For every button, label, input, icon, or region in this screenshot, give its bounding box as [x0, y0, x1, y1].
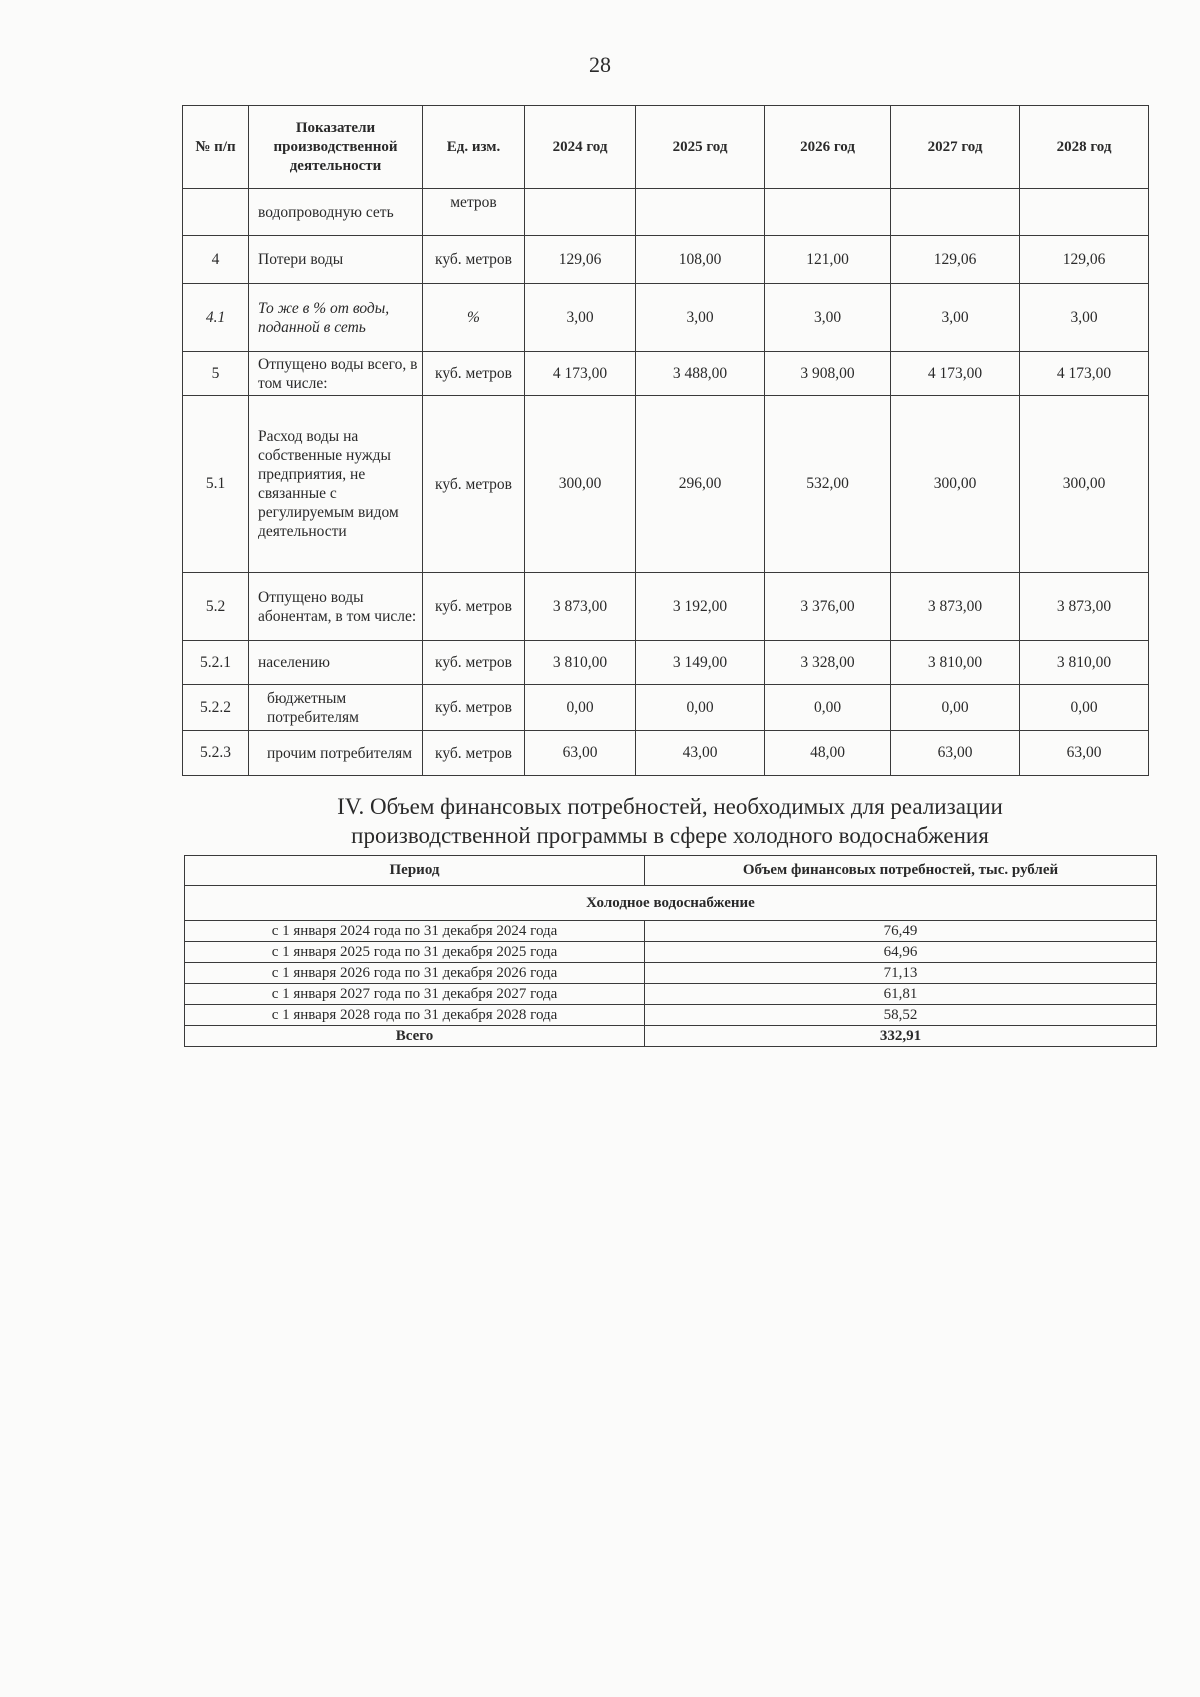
row-value-2028: 300,00	[1020, 396, 1149, 573]
period-cell: с 1 января 2028 года по 31 декабря 2028 года	[185, 1005, 645, 1026]
header-volume: Объем финансовых потребностей, тыс. рублей	[645, 856, 1157, 886]
row-value-2028: 3,00	[1020, 284, 1149, 352]
header-2025: 2025 год	[636, 106, 765, 189]
header-period: Период	[185, 856, 645, 886]
row-value-2024: 3,00	[525, 284, 636, 352]
period-cell: с 1 января 2026 года по 31 декабря 2026 года	[185, 963, 645, 984]
row-indicator: То же в % от воды, поданной в сеть	[249, 284, 423, 352]
row-value-2028: 63,00	[1020, 731, 1149, 776]
header-unit: Ед. изм.	[423, 106, 525, 189]
row-value-2025	[636, 189, 765, 236]
row-value-2024: 0,00	[525, 685, 636, 731]
subheader-cold-water: Холодное водоснабжение	[185, 886, 1157, 921]
row-value-2025: 3 488,00	[636, 352, 765, 396]
table-row	[183, 189, 1149, 236]
table-row	[185, 921, 1157, 942]
row-unit: куб. метров	[423, 641, 525, 685]
row-num: 5.2	[183, 573, 249, 641]
row-indicator: Отпущено воды абонентам, в том числе:	[249, 573, 423, 641]
row-num: 4	[183, 236, 249, 284]
row-unit: куб. метров	[423, 236, 525, 284]
row-value-2026: 532,00	[765, 396, 891, 573]
table-row	[183, 352, 1149, 396]
row-value-2026: 0,00	[765, 685, 891, 731]
section-title	[170, 792, 1170, 850]
row-value-2025: 3 192,00	[636, 573, 765, 641]
table-row	[183, 573, 1149, 641]
section-title-line1: IV. Объем финансовых потребностей, необходимых для реализации	[337, 794, 1003, 819]
row-indicator: водопроводную сеть	[249, 189, 423, 236]
row-value-2028: 3 873,00	[1020, 573, 1149, 641]
total-label: Всего	[185, 1026, 645, 1047]
table-row	[185, 942, 1157, 963]
row-value-2028	[1020, 189, 1149, 236]
row-unit: куб. метров	[423, 573, 525, 641]
value-cell: 64,96	[645, 942, 1157, 963]
row-num: 5.2.2	[183, 685, 249, 731]
row-num: 4.1	[183, 284, 249, 352]
table-row	[185, 963, 1157, 984]
row-value-2027: 3 810,00	[891, 641, 1020, 685]
header-2028: 2028 год	[1020, 106, 1149, 189]
row-unit: куб. метров	[423, 731, 525, 776]
table-row	[183, 236, 1149, 284]
header-2024: 2024 год	[525, 106, 636, 189]
row-unit: куб. метров	[423, 352, 525, 396]
table-row	[185, 1005, 1157, 1026]
row-unit: %	[423, 284, 525, 352]
fin-header-row	[185, 856, 1157, 886]
row-value-2027: 63,00	[891, 731, 1020, 776]
row-num: 5.2.1	[183, 641, 249, 685]
row-value-2026: 3 908,00	[765, 352, 891, 396]
header-num: № п/п	[183, 106, 249, 189]
row-value-2026: 3,00	[765, 284, 891, 352]
value-cell: 71,13	[645, 963, 1157, 984]
row-unit: куб. метров	[423, 396, 525, 573]
row-value-2024: 4 173,00	[525, 352, 636, 396]
row-value-2026: 48,00	[765, 731, 891, 776]
row-value-2025: 296,00	[636, 396, 765, 573]
value-cell: 58,52	[645, 1005, 1157, 1026]
row-indicator: населению	[249, 641, 423, 685]
table-row	[185, 984, 1157, 1005]
row-num: 5	[183, 352, 249, 396]
section-title-line2: производственной программы в сфере холодного водоснабжения	[351, 823, 989, 848]
row-value-2028: 3 810,00	[1020, 641, 1149, 685]
page-number: 28	[589, 52, 611, 77]
row-indicator: Отпущено воды всего, в том числе:	[249, 352, 423, 396]
period-cell: с 1 января 2027 года по 31 декабря 2027 года	[185, 984, 645, 1005]
row-value-2028: 129,06	[1020, 236, 1149, 284]
table-row	[183, 284, 1149, 352]
value-cell: 76,49	[645, 921, 1157, 942]
row-unit: куб. метров	[423, 685, 525, 731]
row-value-2025: 3 149,00	[636, 641, 765, 685]
total-value: 332,91	[645, 1026, 1157, 1047]
value-cell: 61,81	[645, 984, 1157, 1005]
header-indicator: Показатели производственной деятельности	[249, 106, 423, 189]
header-2027: 2027 год	[891, 106, 1020, 189]
row-value-2027: 4 173,00	[891, 352, 1020, 396]
row-num: 5.1	[183, 396, 249, 573]
table-row	[183, 685, 1149, 731]
header-2026: 2026 год	[765, 106, 891, 189]
fin-subheader-row	[185, 886, 1157, 921]
row-unit: метров	[423, 189, 525, 236]
row-value-2024: 129,06	[525, 236, 636, 284]
period-cell: с 1 января 2025 года по 31 декабря 2025 года	[185, 942, 645, 963]
row-indicator: прочим потребителям	[249, 731, 423, 776]
row-value-2027: 129,06	[891, 236, 1020, 284]
row-indicator: Расход воды на собственные нужды предприятия, не связанные с регулируемым видом деятельности	[249, 396, 423, 573]
row-value-2025: 3,00	[636, 284, 765, 352]
row-value-2027: 0,00	[891, 685, 1020, 731]
row-value-2024: 300,00	[525, 396, 636, 573]
table-header-row	[183, 106, 1149, 189]
row-value-2028: 4 173,00	[1020, 352, 1149, 396]
period-cell: с 1 января 2024 года по 31 декабря 2024 года	[185, 921, 645, 942]
row-value-2025: 108,00	[636, 236, 765, 284]
table-row	[183, 641, 1149, 685]
row-indicator: бюджетным потребителям	[249, 685, 423, 731]
row-value-2027	[891, 189, 1020, 236]
row-value-2026: 3 376,00	[765, 573, 891, 641]
row-indicator: Потери воды	[249, 236, 423, 284]
row-value-2026: 3 328,00	[765, 641, 891, 685]
row-value-2027: 3,00	[891, 284, 1020, 352]
row-value-2024	[525, 189, 636, 236]
financial-needs-table	[184, 855, 1157, 1047]
row-value-2027: 3 873,00	[891, 573, 1020, 641]
table-row	[183, 731, 1149, 776]
row-num: 5.2.3	[183, 731, 249, 776]
table-row	[183, 396, 1149, 573]
row-value-2024: 3 810,00	[525, 641, 636, 685]
row-value-2026: 121,00	[765, 236, 891, 284]
row-value-2027: 300,00	[891, 396, 1020, 573]
row-value-2026	[765, 189, 891, 236]
fin-total-row	[185, 1026, 1157, 1047]
row-num	[183, 189, 249, 236]
row-value-2028: 0,00	[1020, 685, 1149, 731]
production-indicators-table	[182, 105, 1149, 776]
row-value-2024: 3 873,00	[525, 573, 636, 641]
row-value-2025: 0,00	[636, 685, 765, 731]
row-value-2025: 43,00	[636, 731, 765, 776]
row-value-2024: 63,00	[525, 731, 636, 776]
